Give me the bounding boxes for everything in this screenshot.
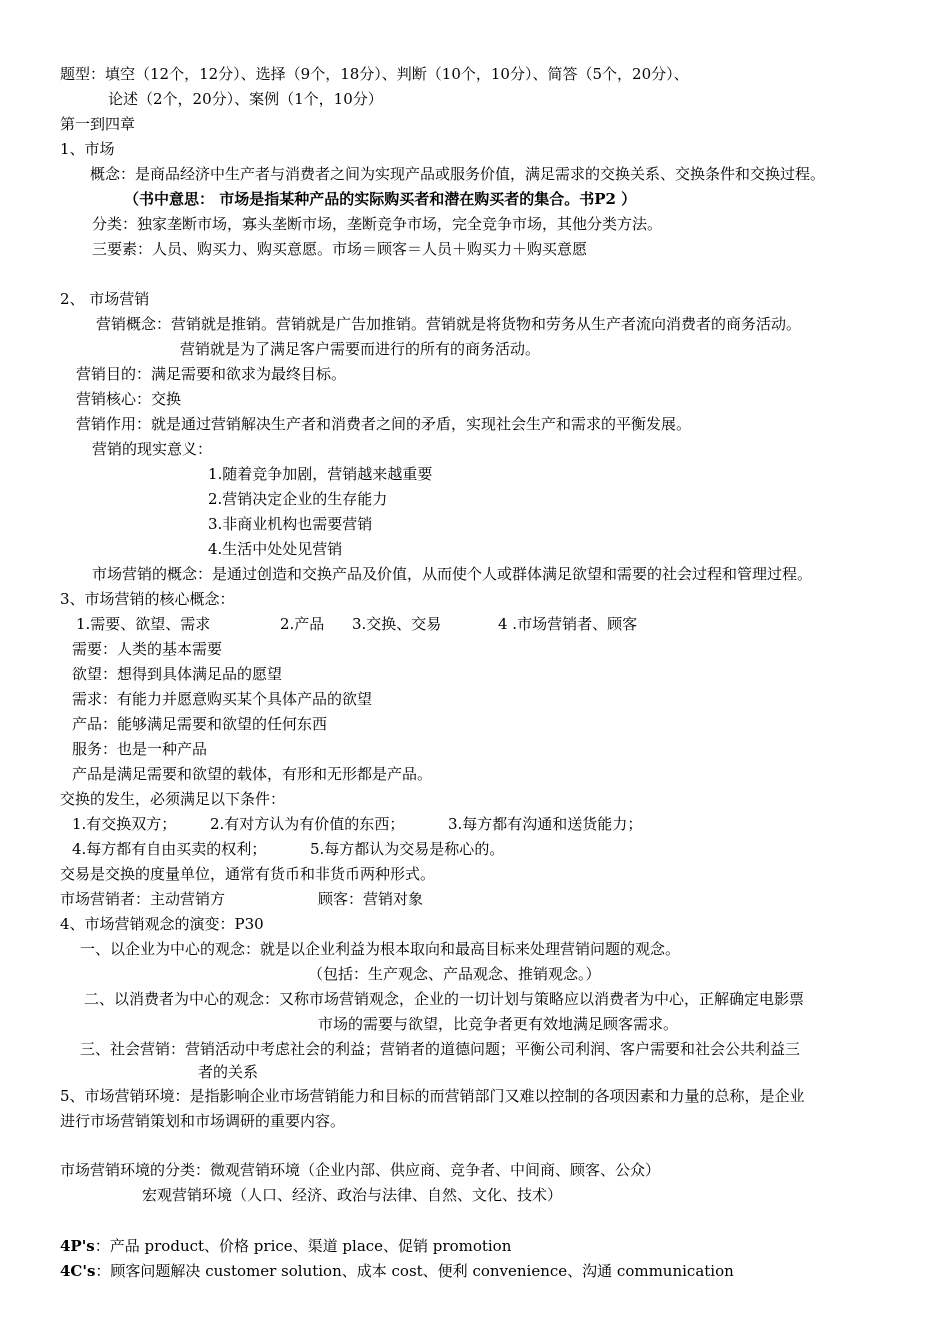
exchange-condition: 5.每方都认为交易是称心的。	[310, 840, 505, 858]
exchange-condition: 4.每方都有自由买卖的权利；	[72, 840, 267, 858]
section-1-heading: 1、市场	[60, 140, 115, 158]
four-c-text: ：顾客问题解决 customer solution、成本 cost、便利 convenience、沟通 communication	[95, 1262, 734, 1280]
demand-definition: 需求：有能力并愿意购买某个具体产品的欲望	[72, 690, 373, 708]
marketer-definition: 市场营销者：主动营销方	[60, 890, 226, 908]
section-3-heading: 3、市场营销的核心概念：	[60, 590, 235, 608]
market-marketing-concept: 市场营销的概念：是通过创造和交换产品及价值，从而使个人或群体满足欲望和需要的社会过程和管理过程。	[92, 565, 813, 583]
significance-item: 2.营销决定企业的生存能力	[208, 490, 388, 508]
product-definition: 产品：能够满足需要和欲望的任何东西	[72, 715, 328, 733]
environment-classification-macro: 宏观营销环境（人口、经济、政治与法律、自然、文化、技术）	[142, 1186, 563, 1204]
four-p-text: ：产品 product、价格 price、渠道 place、促销 promotion	[94, 1237, 512, 1255]
four-p-label: 4P's	[60, 1237, 95, 1255]
market-three-elements: 三要素：人员、购买力、购买意愿。市场＝顾客＝人员＋购买力＋购买意愿	[92, 240, 588, 258]
book-note: （书中意思： 市场是指某种产品的实际购买者和潜在购买者的集合。书P2 ）	[124, 190, 637, 208]
need-definition: 需要：人类的基本需要	[72, 640, 223, 658]
exchange-condition: 1.有交换双方；	[72, 815, 177, 833]
core-concept-item: 4 .市场营销者、顾客	[498, 615, 638, 633]
core-concept-item: 2.产品	[280, 615, 325, 633]
social-marketing-line-2: 者的关系	[198, 1063, 259, 1081]
marketing-concept-line-2: 营销就是为了满足客户需要而进行的所有的商务活动。	[180, 340, 541, 358]
exchange-condition: 2.有对方认为有价值的东西；	[210, 815, 405, 833]
significance-title: 营销的现实意义：	[92, 440, 213, 458]
core-concept-item: 3.交换、交易	[352, 615, 442, 633]
marketing-concept-line-1: 营销概念：营销就是推销。营销就是广告加推销。营销就是将货物和劳务从生产者流向消费者的商务活动。	[96, 315, 802, 333]
significance-item: 1.随着竞争加剧，营销越来越重要	[208, 465, 433, 483]
question-types-line-1: 题型：填空（12个，12分）、选择（9个，18分）、判断（10个，10分）、简答（5个，20分）、	[60, 65, 689, 83]
marketing-purpose: 营销目的：满足需要和欲求为最终目标。	[76, 365, 347, 383]
consumer-centered-concept-line-1: 二、以消费者为中心的观念：又称市场营销观念，企业的一切计划与策略应以消费者为中心，正解确定电影票	[84, 990, 805, 1008]
core-concept-item: 1.需要、欲望、需求	[76, 615, 211, 633]
four-c-line	[60, 1261, 734, 1281]
product-carrier: 产品是满足需要和欲望的载体，有形和无形都是产品。	[72, 765, 433, 783]
section-5-line-1: 5、市场营销环境：是指影响企业市场营销能力和目标的而营销部门又难以控制的各项因素和力量的总称，是企业	[60, 1087, 805, 1105]
transaction-definition: 交易是交换的度量单位，通常有货币和非货币两种形式。	[60, 865, 436, 883]
service-definition: 服务：也是一种产品	[72, 740, 208, 758]
question-types-line-2: 论述（2个，20分）、案例（1个，10分）	[108, 90, 383, 108]
market-concept: 概念：是商品经济中生产者与消费者之间为实现产品或服务价值，满足需求的交换关系、交换条件和交换过程。	[90, 165, 826, 183]
section-4-heading: 4、市场营销观念的演变：P30	[60, 915, 264, 933]
significance-item: 3.非商业机构也需要营销	[208, 515, 373, 533]
section-5-line-2: 进行市场营销策划和市场调研的重要内容。	[60, 1112, 346, 1130]
chapter-heading: 第一到四章	[60, 115, 136, 133]
enterprise-centered-includes: （包括：生产观念、产品观念、推销观念。）	[308, 965, 601, 983]
want-definition: 欲望：想得到具体满足品的愿望	[72, 665, 283, 683]
market-classification: 分类：独家垄断市场，寡头垄断市场，垄断竞争市场，完全竞争市场，其他分类方法。	[92, 215, 663, 233]
consumer-centered-concept-line-2: 市场的需要与欲望，比竞争者更有效地满足顾客需求。	[318, 1015, 679, 1033]
exchange-condition: 3.每方都有沟通和送货能力；	[448, 815, 643, 833]
significance-item: 4.生活中处处见营销	[208, 540, 343, 558]
four-c-label: 4C's	[60, 1262, 96, 1280]
exchange-conditions-title: 交换的发生，必须满足以下条件：	[60, 790, 286, 808]
marketing-core: 营销核心：交换	[76, 390, 182, 408]
marketing-role: 营销作用：就是通过营销解决生产者和消费者之间的矛盾，实现社会生产和需求的平衡发展。	[76, 415, 692, 433]
customer-definition: 顾客：营销对象	[318, 890, 424, 908]
social-marketing-line-1: 三、社会营销：营销活动中考虑社会的利益；营销者的道德问题；平衡公司利润、客户需要和社会公共利益三	[80, 1040, 801, 1058]
four-p-line	[60, 1236, 511, 1256]
environment-classification-micro: 市场营销环境的分类：微观营销环境（企业内部、供应商、竞争者、中间商、顾客、公众）	[60, 1161, 661, 1179]
enterprise-centered-concept: 一、以企业为中心的观念：就是以企业利益为根本取向和最高目标来处理营销问题的观念。	[80, 940, 681, 958]
section-2-heading: 2、 市场营销	[60, 290, 150, 308]
